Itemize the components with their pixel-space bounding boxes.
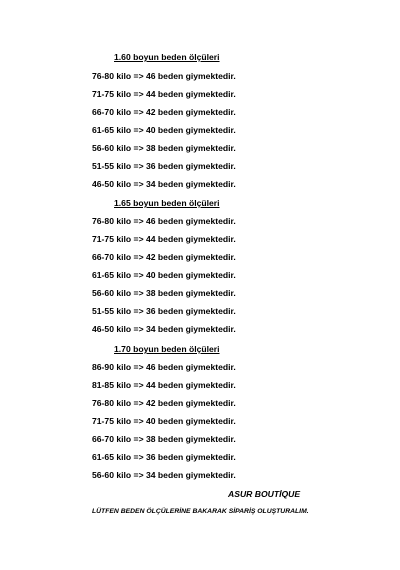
section-heading-170: 1.70 boyun beden ölçüleri <box>114 344 220 354</box>
size-row: 71-75 kilo => 40 beden giymektedir. <box>92 416 236 426</box>
size-row: 71-75 kilo => 44 beden giymektedir. <box>92 89 236 99</box>
section-heading-160: 1.60 boyun beden ölçüleri <box>114 52 220 62</box>
size-row: 86-90 kilo => 46 beden giymektedir. <box>92 362 236 372</box>
section-heading-165: 1.65 boyun beden ölçüleri <box>114 198 220 208</box>
size-row: 61-65 kilo => 40 beden giymektedir. <box>92 270 236 280</box>
size-row: 51-55 kilo => 36 beden giymektedir. <box>92 306 236 316</box>
size-row: 46-50 kilo => 34 beden giymektedir. <box>92 179 236 189</box>
size-row: 56-60 kilo => 38 beden giymektedir. <box>92 288 236 298</box>
size-row: 66-70 kilo => 42 beden giymektedir. <box>92 107 236 117</box>
size-row: 61-65 kilo => 40 beden giymektedir. <box>92 125 236 135</box>
size-row: 66-70 kilo => 42 beden giymektedir. <box>92 252 236 262</box>
size-row: 56-60 kilo => 34 beden giymektedir. <box>92 470 236 480</box>
size-row: 76-80 kilo => 46 beden giymektedir. <box>92 71 236 81</box>
size-row: 81-85 kilo => 44 beden giymektedir. <box>92 380 236 390</box>
size-row: 46-50 kilo => 34 beden giymektedir. <box>92 324 236 334</box>
order-note: LÜTFEN BEDEN ÖLÇÜLERİNE BAKARAK SİPARİŞ OLUŞTURALIM. <box>92 508 309 515</box>
size-row: 61-65 kilo => 36 beden giymektedir. <box>92 452 236 462</box>
size-row: 56-60 kilo => 38 beden giymektedir. <box>92 143 236 153</box>
size-row: 71-75 kilo => 44 beden giymektedir. <box>92 234 236 244</box>
size-row: 51-55 kilo => 36 beden giymektedir. <box>92 161 236 171</box>
size-row: 76-80 kilo => 42 beden giymektedir. <box>92 398 236 408</box>
size-row: 76-80 kilo => 46 beden giymektedir. <box>92 216 236 226</box>
brand-name: ASUR BOUTİQUE <box>228 489 301 499</box>
size-row: 66-70 kilo => 38 beden giymektedir. <box>92 434 236 444</box>
